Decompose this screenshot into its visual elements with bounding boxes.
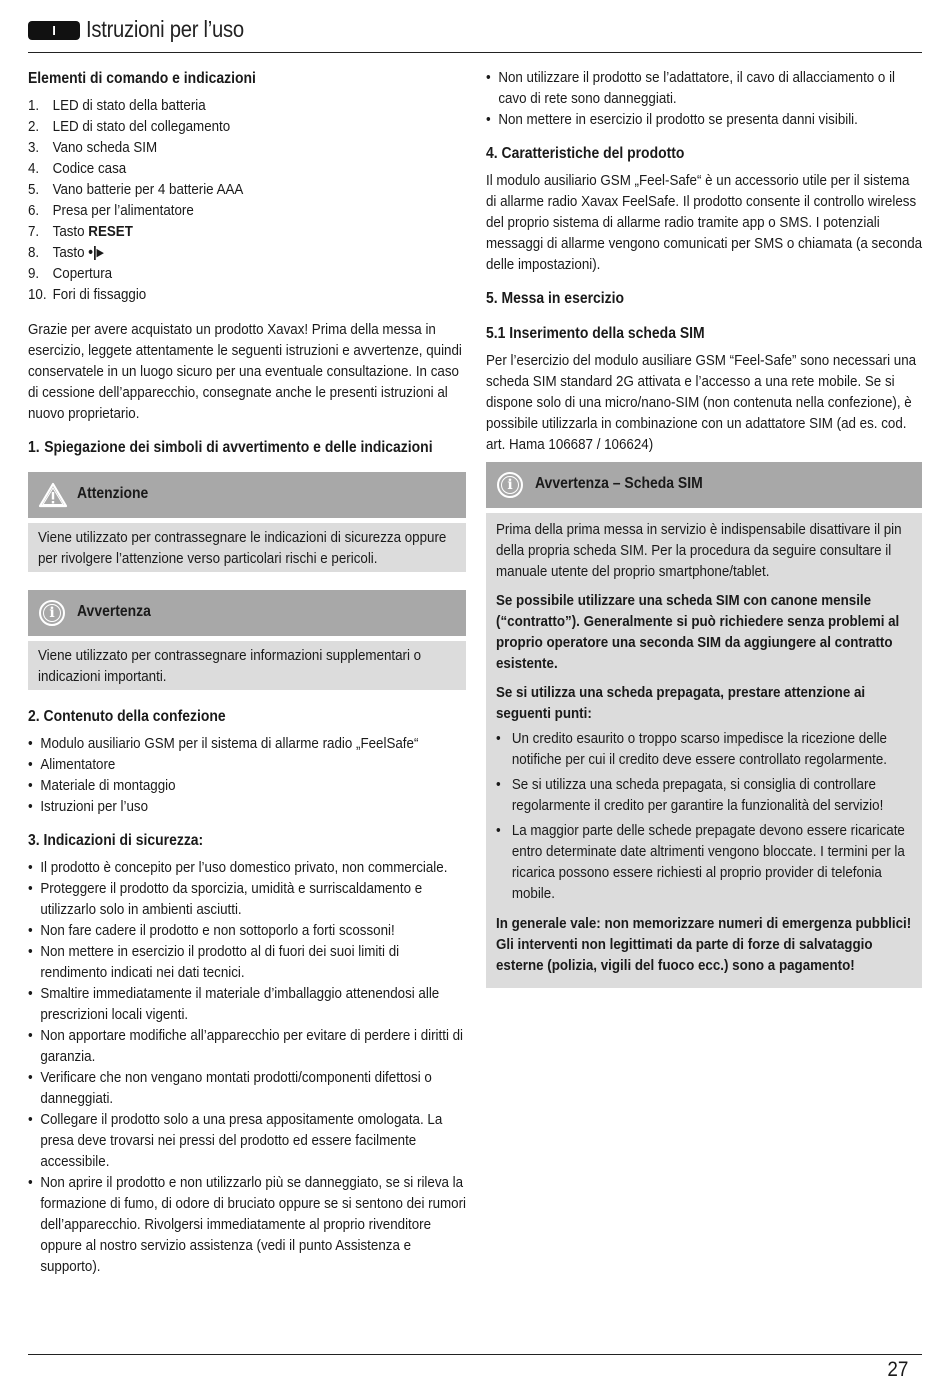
sim-notice-box — [486, 462, 922, 988]
list-item: • Non mettere in esercizio il prodotto se presenta danni visibili. — [486, 109, 923, 130]
attention-box-body — [28, 523, 466, 572]
list-item: • Il prodotto è concepito per l’uso domestico privato, non commerciale. — [28, 857, 467, 878]
list-item: • Istruzioni per l’uso — [28, 796, 467, 817]
warning-triangle-icon — [38, 482, 68, 508]
page-title: Istruzioni per l’uso — [86, 16, 244, 42]
left-column — [28, 66, 466, 1277]
sim-notice-label: Avvertenza – Scheda SIM — [535, 475, 703, 492]
safety-list — [28, 857, 467, 1277]
list-item: 9. Copertura — [28, 265, 113, 282]
list-item: • Smaltire immediatamente il materiale d’imballaggio attenendosi alle prescrizioni locali vigenti. — [28, 983, 467, 1025]
controls-heading: Elementi di comando e indicazioni — [28, 70, 256, 87]
list-item: 4. Codice casa — [28, 160, 127, 177]
list-item: • Un credito esaurito o troppo scarso impedisce la ricezione delle notifiche per cui il credito deve essere controllato regolarmente. — [496, 728, 913, 770]
notice-text: Viene utilizzato per contrassegnare informazioni supplementari o indicazioni importanti. — [38, 647, 422, 685]
page-number: 27 — [886, 1358, 908, 1381]
list-item: • Non aprire il prodotto e non utilizzarlo più se danneggiato, se si rileva la formazione di fumo, di odore di bruciato oppure se si sentono dei rumori dell’apparecchio. Rivolgersi immediatamente al proprio rivenditore oppure al nostro servizio assistenza (vedi il punto Assistenza e supporto). — [28, 1172, 467, 1277]
notice-box — [28, 590, 466, 690]
attention-box-header — [28, 472, 466, 518]
prepaid-list — [496, 728, 913, 904]
list-item: 7. Tasto RESET — [28, 223, 133, 240]
notice-label: Avvertenza — [77, 603, 151, 620]
sim-notice-paragraph: In generale vale: non memorizzare numeri di emergenza pubblici! Gli interventi non legittimati da parte di forze di salvataggio esterne (polizia, vigili del fuoco ecc.) sono a pagamento! — [496, 915, 912, 974]
list-item: 2. LED di stato del collegamento — [28, 118, 231, 135]
list-item: 8. Tasto •|▸ — [28, 244, 104, 261]
list-item: • Verificare che non vengano montati prodotti/componenti difettosi o danneggiati. — [28, 1067, 467, 1109]
section-4-text: Il modulo ausiliario GSM „Feel-Safe“ è un accessorio utile per il sistema di allarme radio Xavax FeelSafe. Il prodotto consente il controllo wireless del proprio sistema di allarme radio tramite app o SMS. I potenziali messaggi di allarme vengono comunicati per SMS o chiamata (a seconda delle impostazioni). — [486, 172, 923, 273]
section-5-1-text: Per l’esercizio del modulo ausiliare GSM “Feel-Safe” sono necessari una scheda SIM standard 2G attivata e l’accesso a una rete mobile. Se si dispone solo di una micro/nano-SIM (non contenuta nella confezione), è possibile utilizzarla in combinazione con un adattatore SIM (ad es. cod. art. Hama 106687 / 106624) — [486, 352, 917, 453]
section-2-heading: 2. Contenuto della confezione — [28, 708, 226, 725]
notice-box-header — [28, 590, 466, 636]
list-item: • La maggior parte delle schede prepagate devono essere ricaricate entro determinate date altrimenti vengono bloccate. I termini per la ricarica possono essere richiesti al proprio provider di telefonia mobile. — [496, 820, 913, 904]
list-item: • Non utilizzare il prodotto se l’adattatore, il cavo di allacciamento o il cavo di rete sono danneggiati. — [486, 67, 923, 109]
package-list — [28, 733, 467, 817]
list-item: • Modulo ausiliario GSM per il sistema di allarme radio „FeelSafe“ — [28, 733, 467, 754]
language-badge: I — [28, 21, 80, 40]
attention-label: Attenzione — [77, 485, 149, 502]
list-item: 10. Fori di fissaggio — [28, 286, 147, 303]
section-4-heading: 4. Caratteristiche del prodotto — [486, 145, 685, 162]
play-pause-icon: •|▸ — [88, 244, 104, 261]
sim-notice-paragraph: Se possibile utilizzare una scheda SIM con canone mensile (“contratto”). Generalmente si può richiedere senza problemi al proprio operatore una seconda SIM da aggiungere al contratto esistente. — [496, 592, 900, 672]
list-item: • Alimentatore — [28, 754, 467, 775]
list-item: • Non mettere in esercizio il prodotto al di fuori dei suoi limiti di rendimento indicati nei dati tecnici. — [28, 941, 467, 983]
list-item: • Non fare cadere il prodotto e non sottoporlo a forti scossoni! — [28, 920, 467, 941]
page-header — [28, 14, 922, 53]
sim-notice-header — [486, 462, 922, 508]
list-item: 5. Vano batterie per 4 batterie AAA — [28, 181, 244, 198]
safety-list-continued — [486, 67, 923, 130]
info-circle-icon: i — [497, 472, 523, 498]
controls-list — [28, 95, 467, 305]
right-column — [486, 66, 922, 988]
list-item: 6. Presa per l’alimentatore — [28, 202, 194, 219]
list-item: • Non apportare modifiche all’apparecchio per evitare di perdere i diritti di garanzia. — [28, 1025, 467, 1067]
list-item: 3. Vano scheda SIM — [28, 139, 158, 156]
intro-text: Grazie per avere acquistato un prodotto Xavax! Prima della messa in esercizio, leggete attentamente le seguenti istruzioni e avvertenze, quindi conservatele in un luogo sicuro per una eventuale consultazione. In caso di cessione dell’apparecchio, consegnate anche le presenti istruzioni al nuovo proprietario. — [28, 321, 462, 422]
footer-divider — [28, 1354, 922, 1355]
section-5-1-heading: 5.1 Inserimento della scheda SIM — [486, 325, 705, 342]
section-3-heading: 3. Indicazioni di sicurezza: — [28, 832, 204, 849]
list-item: • Se si utilizza una scheda prepagata, si consiglia di controllare regolarmente il credito per garantire la funzionalità del servizio! — [496, 774, 913, 816]
list-item: 1. LED di stato della batteria — [28, 97, 206, 114]
sim-notice-body — [486, 513, 922, 988]
sim-notice-paragraph: Prima della prima messa in servizio è indispensabile disattivare il pin della propria scheda SIM. Per la procedura da seguire consultare il manuale utente del proprio smartphone/tablet. — [496, 521, 902, 580]
section-5-heading: 5. Messa in esercizio — [486, 290, 625, 307]
attention-text: Viene utilizzato per contrassegnare le indicazioni di sicurezza oppure per rivolgere l’attenzione verso particolari rischi e pericoli. — [38, 529, 447, 567]
list-item: • Proteggere il prodotto da sporcizia, umidità e surriscaldamento e utilizzarlo solo in ambienti asciutti. — [28, 878, 467, 920]
info-circle-icon: i — [39, 600, 65, 626]
section-1-heading: 1. Spiegazione dei simboli di avvertimento e delle indicazioni — [28, 439, 433, 456]
sim-notice-paragraph: Se si utilizza una scheda prepagata, prestare attenzione ai seguenti punti: — [496, 684, 866, 722]
notice-box-body — [28, 641, 466, 690]
attention-box — [28, 472, 466, 572]
list-item: • Materiale di montaggio — [28, 775, 467, 796]
list-item: • Collegare il prodotto solo a una presa appositamente omologata. La presa deve trovarsi nei pressi del prodotto ed essere facilmente accessibile. — [28, 1109, 467, 1172]
